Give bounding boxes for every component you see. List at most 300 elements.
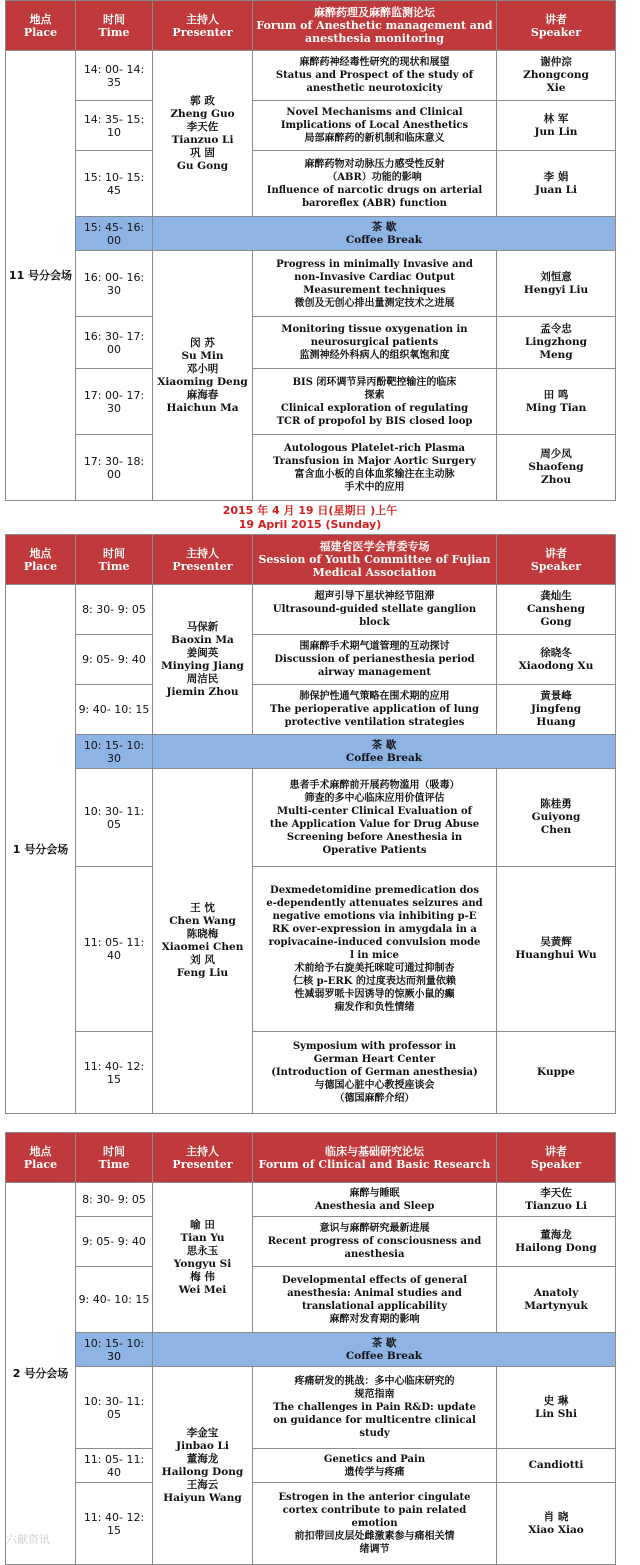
schedule-page xyxy=(5,0,615,1565)
header-presenter-line: 主持人 xyxy=(186,546,219,560)
speaker-cell-line: Lingzhong xyxy=(525,336,587,348)
presenter-cell-line: 王 忱 xyxy=(190,902,215,914)
time-cell-line: 10: 15- 10: 30 xyxy=(83,738,145,765)
topic-cell-line: 肺保护性通气策略在围术期的应用 xyxy=(299,691,450,702)
time-cell xyxy=(76,435,153,501)
speaker-cell xyxy=(497,1217,616,1267)
place-cell xyxy=(6,1183,76,1565)
header-time-line: 时间 xyxy=(103,1144,125,1158)
speaker-cell-line: Meng xyxy=(539,349,573,361)
presenter-cell-line: 邓小明 xyxy=(186,362,219,375)
coffee-break-cell-line: Coffee Break xyxy=(345,1349,423,1362)
topic-cell-line: 筛查的多中心临床应用价值评估 xyxy=(304,792,445,804)
topic-cell-line: 患者手术麻醉前开展药物滥用（吸毒） xyxy=(289,779,460,791)
speaker-cell-line: Huang xyxy=(536,716,576,728)
speaker-cell xyxy=(497,151,616,217)
speaker-cell xyxy=(497,769,616,867)
speaker-cell-line: Xiao Xiao xyxy=(528,1523,584,1536)
speaker-cell-line: Zhou xyxy=(541,474,571,486)
coffee-break-cell xyxy=(153,217,616,251)
time-cell xyxy=(76,1367,153,1449)
topic-cell xyxy=(253,151,497,217)
header-time-line: Time xyxy=(98,25,130,39)
table-row xyxy=(6,317,616,369)
speaker-cell-line: Jun Lin xyxy=(534,125,578,138)
header-place-line: Place xyxy=(23,1157,58,1171)
topic-cell xyxy=(253,585,497,635)
header-speaker xyxy=(497,535,616,585)
topic-cell xyxy=(253,369,497,435)
topic-cell-line: Anesthesia and Sleep xyxy=(314,1200,435,1212)
presenter-cell-line: Xiaomei Chen xyxy=(161,941,244,953)
header-forum-title-line: 福建省医学会青委专场 xyxy=(319,540,430,553)
time-cell-line: 11: 40- 12: 15 xyxy=(83,1510,145,1537)
topic-cell-line: 局部麻醉药的新机制和临床意义 xyxy=(304,133,445,144)
presenter-cell-line: 陈晓梅 xyxy=(186,928,219,940)
presenter-cell-line: Feng Liu xyxy=(176,967,229,979)
presenter-cell-line: 王海云 xyxy=(186,1478,219,1491)
speaker-cell-line: Kuppe xyxy=(537,1066,575,1078)
time-cell xyxy=(76,735,153,769)
coffee-break-row xyxy=(6,735,616,769)
presenter-cell-line: Chen Wang xyxy=(169,915,236,927)
topic-cell xyxy=(253,685,497,735)
session-table-2 xyxy=(5,534,616,1114)
topic-cell-line: emotion xyxy=(351,1518,398,1529)
header-forum-title-line: 临床与基础研究论坛 xyxy=(325,1144,424,1158)
time-cell xyxy=(76,1183,153,1217)
topic-cell-line: Operative Patients xyxy=(322,844,427,856)
table-row xyxy=(6,101,616,151)
presenter-cell-line: 梅 伟 xyxy=(190,1270,215,1283)
presenter-cell-line: 刘 风 xyxy=(190,954,215,966)
topic-cell-line: non-Invasive Cardiac Output xyxy=(294,271,455,283)
speaker-cell-line: Cansheng xyxy=(527,603,585,615)
speaker-cell-line: Tianzuo Li xyxy=(525,1199,587,1212)
presenter-cell-line: 郭 政 xyxy=(190,94,215,107)
topic-cell-line: protective ventilation strategies xyxy=(284,717,465,728)
speaker-cell-line: Ming Tian xyxy=(525,401,587,414)
coffee-break-row xyxy=(6,1333,616,1367)
speaker-cell-line: 林 军 xyxy=(543,112,569,125)
header-forum-title-line: Session of Youth Committee of Fujian xyxy=(258,553,491,566)
speaker-cell-line: Juan Li xyxy=(534,183,578,196)
topic-cell-line: 仁核 p-ERK 的过度表达而剂量依赖 xyxy=(293,976,456,987)
topic-cell-line: anesthesia xyxy=(344,1249,405,1260)
place-cell xyxy=(6,585,76,1114)
topic-cell-line: 富含血小板的自体血浆输注在主动脉 xyxy=(294,468,455,480)
time-cell xyxy=(76,769,153,867)
speaker-cell-line: Martynyuk xyxy=(524,1299,588,1312)
topic-cell-line: airway management xyxy=(318,667,431,678)
date-banner-en: 19 April 2015 (Sunday) xyxy=(238,518,382,531)
topic-cell-line: Measurement techniques xyxy=(303,284,446,296)
speaker-cell xyxy=(497,635,616,685)
topic-cell-line: 术前给予右旋美托咪啶可通过抑制杏 xyxy=(294,963,455,974)
place-cell-line: 2 号分会场 xyxy=(12,1367,69,1380)
speaker-cell-line: Shaofeng xyxy=(528,461,584,473)
topic-cell-line: 超声引导下星状神经节阻滞 xyxy=(314,591,435,602)
time-cell xyxy=(76,251,153,317)
speaker-cell xyxy=(497,1483,616,1565)
topic-cell-line: anesthetic neurotoxicity xyxy=(306,83,443,94)
header-forum-title-line: Forum of Clinical and Basic Research xyxy=(258,1157,491,1171)
time-cell-line: 10: 30- 11: 05 xyxy=(83,1394,145,1421)
time-cell-line: 17: 00- 17: 30 xyxy=(83,388,145,415)
presenter-cell-line: Minying Jiang xyxy=(161,659,244,672)
time-cell-line: 11: 05- 11: 40 xyxy=(83,936,145,962)
topic-cell-line: BIS 闭环调节异丙酚靶控输注的临床 xyxy=(292,376,457,388)
header-place xyxy=(6,1,76,51)
topic-cell-line: anesthesia: Animal studies and xyxy=(287,1287,462,1299)
table-row xyxy=(6,769,616,867)
session-table-1 xyxy=(5,0,616,501)
topic-cell-line: 前扣带回皮层处雌激素参与痛相关情 xyxy=(294,1531,455,1542)
speaker-cell-line: 陈桂勇 xyxy=(540,798,572,810)
topic-cell-line: 麻醉药神经毒性研究的现状和展望 xyxy=(299,57,450,68)
topic-cell-line: TCR of propofol by BIS closed loop xyxy=(276,415,473,427)
speaker-cell-line: Guiyong xyxy=(531,811,581,823)
speaker-cell-line: Xie xyxy=(546,82,566,94)
header-time xyxy=(76,535,153,585)
time-cell xyxy=(76,1333,153,1367)
topic-cell-line: 痫发作和负性情绪 xyxy=(334,1002,415,1013)
speaker-cell-line: Xiaodong Xu xyxy=(518,659,594,672)
time-cell xyxy=(76,151,153,217)
presenter-cell-line: Xiaoming Deng xyxy=(157,375,248,388)
topic-cell xyxy=(253,1217,497,1267)
table-row xyxy=(6,1449,616,1483)
presenter-cell-line: 李金宝 xyxy=(186,1426,219,1439)
topic-cell-line: 遗传学与疼痛 xyxy=(344,1466,405,1478)
topic-cell xyxy=(253,1032,497,1114)
topic-cell xyxy=(253,435,497,501)
presenter-cell xyxy=(153,585,253,735)
header-speaker-line: Speaker xyxy=(530,1157,582,1171)
speaker-cell-line: 肖 晓 xyxy=(543,1510,569,1523)
topic-cell-line: neurosurgical patients xyxy=(310,337,439,348)
date-banner xyxy=(5,502,615,534)
topic-cell-line: l in mice xyxy=(350,950,399,961)
header-row xyxy=(6,1133,616,1183)
speaker-cell-line: 田 鸣 xyxy=(543,388,569,401)
topic-cell-line: 监测神经外科病人的组织氧饱和度 xyxy=(299,350,450,361)
topic-cell-line: e-dependently attenuates seizures and xyxy=(266,898,483,909)
speaker-cell xyxy=(497,101,616,151)
speaker-cell xyxy=(497,685,616,735)
time-cell xyxy=(76,1449,153,1483)
topic-cell-line: the Application Value for Drug Abuse xyxy=(269,818,480,830)
presenter-cell-line: Gu Gong xyxy=(176,159,229,172)
speaker-cell xyxy=(497,317,616,369)
header-speaker-line: 讲者 xyxy=(545,1144,567,1158)
presenter-cell-line: 马保新 xyxy=(186,620,219,633)
time-cell-line: 8: 30- 9: 05 xyxy=(82,1193,146,1206)
topic-cell-line: Influence of narcotic drugs on arterial xyxy=(266,184,483,196)
header-presenter xyxy=(153,535,253,585)
topic-cell-line: baroreflex (ABR) function xyxy=(302,197,447,209)
header-place-line: Place xyxy=(23,25,58,39)
presenter-cell-line: 董海龙 xyxy=(186,1452,219,1465)
speaker-cell xyxy=(497,51,616,101)
time-cell-line: 11: 40- 12: 15 xyxy=(83,1059,145,1086)
header-place-line: Place xyxy=(23,559,58,573)
header-speaker-line: 讲者 xyxy=(545,12,567,26)
table-row xyxy=(6,1367,616,1449)
header-time-line: 时间 xyxy=(103,546,125,560)
topic-cell-line: Screening before Anesthesia in xyxy=(286,831,463,843)
speaker-cell-line: Jingfeng xyxy=(530,703,582,715)
topic-cell xyxy=(253,1367,497,1449)
time-cell-line: 14: 00- 14: 35 xyxy=(83,62,145,89)
time-cell xyxy=(76,1483,153,1565)
speaker-cell xyxy=(497,1449,616,1483)
date-banner-cn: 2015 年 4 月 19 日(星期日 )上午 xyxy=(222,504,398,517)
header-forum-title-line: Medical Association xyxy=(312,566,437,579)
topic-cell xyxy=(253,769,497,867)
table-row xyxy=(6,435,616,501)
topic-cell-line: Discussion of perianesthesia period xyxy=(274,654,475,665)
time-cell xyxy=(76,867,153,1032)
time-cell xyxy=(76,685,153,735)
time-cell-line: 15: 45- 16: 00 xyxy=(83,220,145,247)
header-forum-title-line: Forum of Anesthetic management and xyxy=(256,19,493,32)
presenter-cell xyxy=(153,51,253,217)
speaker-cell xyxy=(497,251,616,317)
speaker-cell xyxy=(497,1183,616,1217)
presenter-cell-line: 李天佐 xyxy=(186,120,219,133)
topic-cell-line: The challenges in Pain R&D: update xyxy=(273,1402,476,1413)
speaker-cell-line: 龚灿生 xyxy=(540,590,572,602)
place-cell xyxy=(6,51,76,501)
header-place xyxy=(6,1133,76,1183)
speaker-cell-line: 徐晓冬 xyxy=(540,646,572,659)
time-cell xyxy=(76,217,153,251)
speaker-cell xyxy=(497,1032,616,1114)
speaker-cell-line: 董海龙 xyxy=(540,1228,572,1241)
time-cell-line: 8: 30- 9: 05 xyxy=(82,603,146,616)
presenter-cell-line: Jinbao Li xyxy=(176,1439,229,1452)
header-row xyxy=(6,535,616,585)
topic-cell-line: Ultrasound-guided stellate ganglion xyxy=(272,604,477,615)
topic-cell-line: Clinical exploration of regulating xyxy=(280,402,469,414)
topic-cell xyxy=(253,1449,497,1483)
header-presenter-line: Presenter xyxy=(172,559,233,573)
coffee-break-cell-line: 茶 歇 xyxy=(371,220,397,233)
presenter-cell xyxy=(153,769,253,1114)
header-time-line: Time xyxy=(98,1157,130,1171)
header-forum-title-line: 麻醉药理及麻醉监测论坛 xyxy=(314,6,435,19)
place-cell-line: 11 号分会场 xyxy=(8,269,73,282)
presenter-cell-line: Hailong Dong xyxy=(161,1465,244,1478)
time-cell xyxy=(76,585,153,635)
speaker-cell-line: 孟令忠 xyxy=(540,323,572,335)
table-row xyxy=(6,251,616,317)
topic-cell xyxy=(253,867,497,1032)
table-row xyxy=(6,635,616,685)
header-presenter xyxy=(153,1,253,51)
time-cell-line: 16: 00- 16: 30 xyxy=(83,270,145,297)
header-speaker-line: Speaker xyxy=(530,559,582,573)
table-row xyxy=(6,1217,616,1267)
topic-cell-line: translational applicability xyxy=(301,1300,448,1312)
topic-cell-line: 与德国心脏中心教授座谈会 xyxy=(314,1080,435,1091)
speaker-cell-line: Candiotti xyxy=(528,1459,584,1471)
header-speaker xyxy=(497,1133,616,1183)
presenter-cell-line: 思永玉 xyxy=(186,1244,219,1257)
time-cell-line: 9: 40- 10: 15 xyxy=(78,1293,150,1306)
topic-cell-line: Genetics and Pain xyxy=(323,1453,426,1465)
topic-cell-line: 麻醉对发育期的影响 xyxy=(329,1313,420,1325)
time-cell-line: 10: 30- 11: 05 xyxy=(83,804,145,831)
time-cell-line: 9: 40- 10: 15 xyxy=(78,703,150,716)
table-row xyxy=(6,1032,616,1114)
topic-cell-line: Estrogen in the anterior cingulate xyxy=(278,1492,471,1503)
time-cell xyxy=(76,51,153,101)
header-speaker-line: Speaker xyxy=(530,25,582,39)
topic-cell xyxy=(253,317,497,369)
time-cell xyxy=(76,1267,153,1333)
topic-cell-line: on guidance for multicentre clinical xyxy=(273,1415,476,1426)
table-row xyxy=(6,1483,616,1565)
time-cell xyxy=(76,635,153,685)
time-cell-line: 14: 35- 15: 10 xyxy=(83,112,145,139)
topic-cell-line: （ABR）功能的影响 xyxy=(327,171,422,183)
header-time xyxy=(76,1,153,51)
header-speaker xyxy=(497,1,616,51)
header-speaker-line: 讲者 xyxy=(545,546,567,560)
topic-cell-line: Dexmedetomidine premedication dos xyxy=(270,885,479,896)
topic-cell xyxy=(253,251,497,317)
header-forum-title xyxy=(253,535,497,585)
table-row xyxy=(6,685,616,735)
topic-cell xyxy=(253,635,497,685)
time-cell xyxy=(76,1032,153,1114)
speaker-cell-line: 周少凤 xyxy=(540,448,572,460)
presenter-cell-line: Haichun Ma xyxy=(166,401,239,414)
speaker-cell-line: Huanghui Wu xyxy=(515,949,597,961)
header-forum-title-line: anesthesia monitoring xyxy=(305,32,444,45)
presenter-cell-line: Zheng Guo xyxy=(170,107,235,120)
presenter-cell-line: 巩 固 xyxy=(190,146,215,159)
speaker-cell-line: 刘恒意 xyxy=(540,270,572,283)
speaker-cell-line: 李 娟 xyxy=(543,170,569,183)
table-row xyxy=(6,585,616,635)
speaker-cell xyxy=(497,867,616,1032)
speaker-cell-line: Hengyi Liu xyxy=(523,283,589,296)
time-cell-line: 11: 05- 11: 40 xyxy=(83,1452,145,1479)
time-cell xyxy=(76,317,153,369)
topic-cell-line: block xyxy=(359,617,390,628)
topic-cell-line: Implications of Local Anesthetics xyxy=(280,120,469,131)
topic-cell-line: negative emotions via inhibiting p-E xyxy=(272,911,477,922)
coffee-break-cell-line: 茶 歇 xyxy=(371,738,397,751)
topic-cell-line: 规范指南 xyxy=(354,1389,395,1400)
speaker-cell-line: 黄景峰 xyxy=(540,690,572,702)
speaker-cell xyxy=(497,369,616,435)
header-forum-title xyxy=(253,1133,497,1183)
table-row xyxy=(6,369,616,435)
coffee-break-row xyxy=(6,217,616,251)
presenter-cell-line: Su Min xyxy=(181,349,224,362)
presenter-cell xyxy=(153,1367,253,1565)
time-cell xyxy=(76,101,153,151)
speaker-cell xyxy=(497,1267,616,1333)
topic-cell-line: Status and Prospect of the study of xyxy=(275,70,474,81)
table-row xyxy=(6,1183,616,1217)
topic-cell-line: Transfusion in Major Aortic Surgery xyxy=(273,455,476,467)
time-cell-line: 9: 05- 9: 40 xyxy=(82,1235,146,1248)
presenter-cell xyxy=(153,1183,253,1333)
topic-cell xyxy=(253,51,497,101)
topic-cell xyxy=(253,1183,497,1217)
topic-cell-line: Symposium with professor in xyxy=(292,1041,457,1052)
topic-cell-line: 微创及无创心排出量测定技术之进展 xyxy=(294,297,455,309)
topic-cell-line: 意识与麻醉研究最新进展 xyxy=(319,1223,430,1234)
coffee-break-cell xyxy=(153,1333,616,1367)
speaker-cell-line: 史 琳 xyxy=(543,1394,569,1407)
header-presenter-line: Presenter xyxy=(172,25,233,39)
topic-cell-line: (Introduction of German anesthesia) xyxy=(271,1067,478,1078)
presenter-cell-line: Haiyun Wang xyxy=(163,1491,242,1504)
header-place-line: 地点 xyxy=(29,12,52,26)
topic-cell-line: Novel Mechanisms and Clinical xyxy=(286,107,463,118)
header-time xyxy=(76,1133,153,1183)
presenter-cell-line: Yongyu Si xyxy=(173,1257,232,1270)
topic-cell xyxy=(253,1483,497,1565)
presenter-cell-line: Baoxin Ma xyxy=(171,633,234,646)
topic-cell-line: study xyxy=(359,1428,390,1439)
coffee-break-cell xyxy=(153,735,616,769)
presenter-cell-line: 姜闽英 xyxy=(186,646,219,659)
table-row xyxy=(6,867,616,1032)
topic-cell-line: 围麻醉手术期气道管理的互动探讨 xyxy=(299,641,450,652)
speaker-cell xyxy=(497,435,616,501)
topic-cell-line: 麻醉与睡眠 xyxy=(349,1187,400,1199)
watermark: 六献资讯 xyxy=(6,1533,50,1546)
table-row xyxy=(6,1267,616,1333)
topic-cell-line: 手术中的应用 xyxy=(344,481,405,493)
topic-cell xyxy=(253,1267,497,1333)
speaker-cell-line: 吴黄辉 xyxy=(540,936,572,948)
topic-cell-line: German Heart Center xyxy=(313,1054,436,1065)
presenter-cell-line: 麻海春 xyxy=(186,388,219,401)
header-place-line: 地点 xyxy=(29,546,52,560)
time-cell-line: 9: 05- 9: 40 xyxy=(82,653,146,666)
topic-cell-line: Developmental effects of general xyxy=(282,1274,467,1286)
time-cell-line: 17: 30- 18: 00 xyxy=(83,454,145,481)
header-forum-title xyxy=(253,1,497,51)
presenter-cell-line: 周洁民 xyxy=(186,672,219,685)
header-time-line: Time xyxy=(98,559,130,573)
speaker-cell-line: 谢仲淙 xyxy=(540,56,572,68)
presenter-cell xyxy=(153,251,253,501)
presenter-cell-line: Tianzuo Li xyxy=(171,133,234,146)
speaker-cell xyxy=(497,585,616,635)
coffee-break-cell-line: Coffee Break xyxy=(345,751,423,764)
topic-cell-line: （德国麻醉介绍） xyxy=(334,1093,415,1104)
presenter-cell-line: Tian Yu xyxy=(180,1231,225,1244)
topic-cell-line: ropivacaine-induced convulsion mode xyxy=(268,937,481,948)
place-cell-line: 1 号分会场 xyxy=(12,842,69,856)
topic-cell-line: 探索 xyxy=(364,389,385,401)
table-row xyxy=(6,151,616,217)
speaker-cell-line: Zhongcong xyxy=(523,69,589,81)
presenter-cell-line: 喻 田 xyxy=(190,1218,215,1231)
header-presenter-line: 主持人 xyxy=(186,12,219,26)
header-time-line: 时间 xyxy=(103,12,125,26)
coffee-break-cell-line: Coffee Break xyxy=(345,233,423,246)
